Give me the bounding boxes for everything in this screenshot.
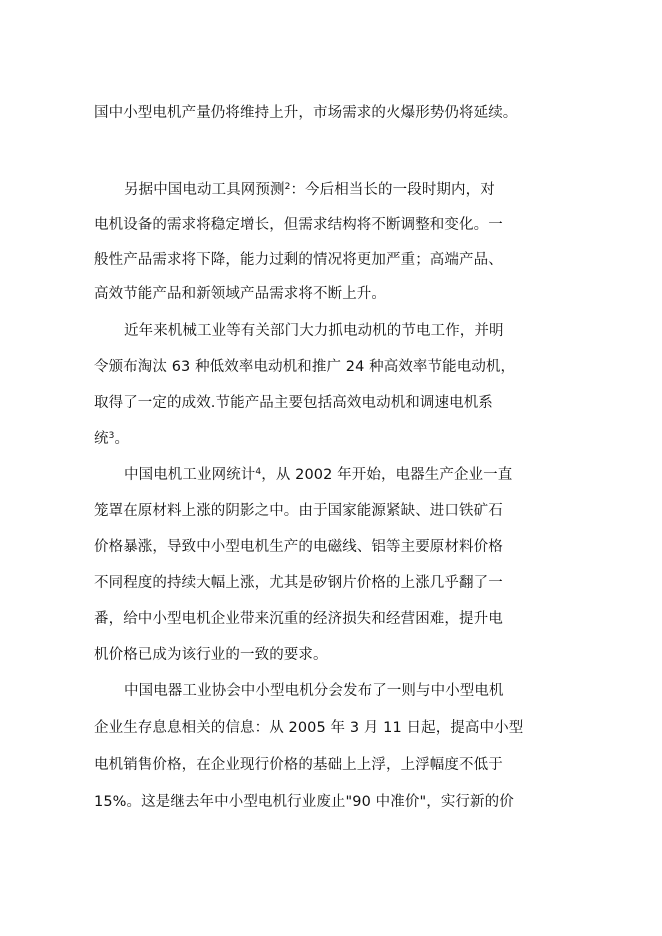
paragraph-2-line-4: 高效节能产品和新领域产品需求将不断上升。 [94, 286, 386, 302]
paragraph-2-line-3: 般性产品需求将下降，能力过剩的情况将更加严重；高端产品、 [94, 252, 503, 268]
paragraph-1-line-1: 国中小型电机产量仍将维持上升，市场需求的火爆形势仍将延续。 [94, 105, 518, 121]
paragraph-2-line-1: 另据中国电动工具网预测$^2$：今后相当长的一段时期内，对 [124, 182, 495, 198]
paragraph-2-line-2: 电机设备的需求将稳定增长，但需求结构将不断调整和变化。一 [94, 217, 503, 233]
paragraph-3-line-3: 取得了一定的成效.节能产品主要包括高效电动机和调速电机系 [94, 395, 493, 411]
paragraph-5-line-3: 电机销售价格，在企业现行价格的基础上上浮，上浮幅度不低于 [94, 757, 503, 773]
footnote-ref-2[interactable]: 2 [284, 182, 291, 192]
paragraph-3-line-2: 令颁布淘汰 63 种低效率电动机和推广 24 种高效率节能电动机， [94, 359, 516, 375]
paragraph-4-line-2: 笼罩在原材料上涨的阴影之中。由于国家能源紧缺、进口铁矿石 [94, 503, 503, 519]
paragraph-4-line-6: 机价格已成为该行业的一致的要求。 [94, 647, 328, 663]
footnote-ref-3[interactable]: 3 [108, 431, 115, 441]
footnote-ref-4[interactable]: 4 [255, 467, 262, 477]
paragraph-4-line-4: 不同程度的持续大幅上涨，尤其是矽钢片价格的上涨几乎翻了一 [94, 575, 503, 591]
paragraph-5-line-1: 中国电器工业协会中小型电机分会发布了一则与中小型电机 [124, 683, 504, 699]
paragraph-3-line-1: 近年来机械工业等有关部门大力抓电动机的节电工作，并明 [124, 323, 504, 339]
paragraph-4-line-5: 番，给中小型电机企业带来沉重的经济损失和经营困难，提升电 [94, 611, 503, 627]
paragraph-4-line-3: 价格暴涨，导致中小型电机生产的电磁线、铝等主要原材料价格 [94, 539, 503, 555]
paragraph-3-line-4: 统$^3$。 [94, 431, 130, 447]
paragraph-4-line-1: 中国电机工业网统计$^4$，从 2002 年开始，电器生产企业一直 [124, 467, 513, 483]
paragraph-5-line-4: 15%。这是继去年中小型电机行业废止"90 中准价"，实行新的价 [94, 794, 514, 810]
paragraph-5-line-2: 企业生存息息相关的信息：从 2005 年 3 月 11 日起，提高中小型 [94, 720, 524, 736]
